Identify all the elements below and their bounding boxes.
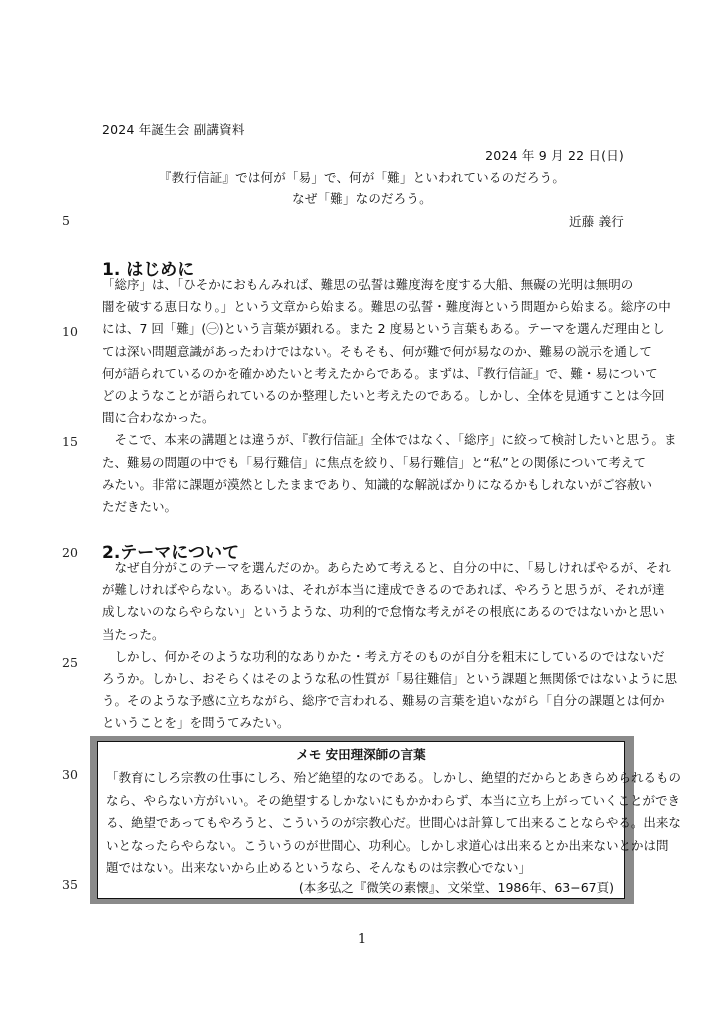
text-line: どのようなことが語られているのか整理したいと考えたのである。しかし、全体を見通すことは今回 bbox=[102, 388, 665, 404]
memo-line: 題ではない。出来ないから止めるというなら、そんなものは宗教心でない」 bbox=[106, 860, 532, 875]
line-number-5: 5 bbox=[62, 213, 70, 228]
line-number-15: 15 bbox=[62, 434, 78, 449]
section-2-heading: 2.テーマについて bbox=[102, 543, 239, 563]
memo-box-inner bbox=[97, 741, 682, 899]
memo-line: 「教育にしろ宗教の仕事にしろ、殆ど絶望的なのである。しかし、絶望的だからとあきらめられるもの bbox=[106, 770, 682, 785]
memo-box bbox=[90, 736, 682, 904]
page-number: 1 bbox=[357, 932, 367, 947]
text-line: ては深い問題意識があったわけではない。そもそも、何が難で何が易なのか、難易の説示を通して bbox=[102, 343, 652, 359]
text-line: みたい。非常に課題が漠然としたままであり、知識的な解説ばかりになるかもしれないがご容赦い bbox=[102, 476, 653, 492]
line-number-35: 35 bbox=[62, 877, 78, 892]
text-line: ただきたい。 bbox=[102, 499, 178, 515]
text-line: 成しないのならやらない」というような、功利的で怠惰な考えがその根底にあるのではないかと思い bbox=[102, 604, 665, 620]
line-number-10: 10 bbox=[62, 324, 78, 339]
title-line-2: なぜ「難」なのだろう。 bbox=[292, 191, 432, 206]
text-line: 闇を破する恵日なり。」という文章から始まる。難思の弘誓・難度海という問題から始まる。総序の中 bbox=[102, 299, 671, 315]
line-number-25: 25 bbox=[62, 655, 78, 670]
author: 近藤 義行 bbox=[569, 214, 624, 229]
header-label: 2024 年誕生会 副講資料 bbox=[102, 122, 245, 137]
line-number-20: 20 bbox=[62, 545, 78, 560]
header-date: 2024 年 9 月 22 日(日) bbox=[485, 148, 624, 163]
title-line-1: 『教行信証』では何が「易」で、何が「難」といわれているのだろう。 bbox=[158, 170, 566, 185]
text-line: う。そのような予感に立ちながら、総序で言われる、難易の言葉を追いながら「自分の課題とは何か bbox=[102, 693, 665, 709]
text-line: ということを」を問うてみたい。 bbox=[102, 715, 290, 731]
text-line: しかし、何かそのような功利的なありかた・考え方そのものが自分を粗末にしているのではないだ bbox=[102, 648, 665, 664]
memo-line: なら、やらない方がいい。その絶望するしかないにもかかわらず、本当に立ち上がっていくことができ bbox=[106, 792, 681, 808]
text-line: 「総序」は、「ひそかにおもんみれば、難思の弘誓は難度海を度する大船、無礙の光明は無明の bbox=[102, 277, 634, 292]
memo-title: メモ 安田理深師の言葉 bbox=[296, 747, 426, 762]
section-1-heading: 1. はじめに bbox=[102, 260, 195, 280]
text-line: が難しければやらない。あるいは、それが本当に達成できるのであれば、やろうと思うが、それが達 bbox=[102, 582, 665, 598]
section-1-body bbox=[102, 274, 677, 518]
memo-line: る、絶望であってもやろうと、こういうのが宗教心だ。世間心は計算して出来ることならやる。出来な bbox=[106, 815, 681, 830]
memo-citation: (本多弘之『微笑の素懐』、文栄堂、1986年、63−67頁) bbox=[298, 880, 614, 895]
line-number-30: 30 bbox=[62, 767, 78, 782]
memo-line: いとなったらやらない。こういうのが世間心、功利心。しかし求道心は出来るとか出来ないとかは問 bbox=[106, 837, 669, 853]
memo-body bbox=[106, 767, 682, 880]
text-line: そこで、本来の講題とは違うが、『教行信証』全体ではなく、「総序」に絞って検討したいと思う。ま bbox=[102, 432, 677, 448]
section-2-body bbox=[102, 557, 678, 735]
text-line: た、難易の問題の中でも「易行難信」に焦点を絞り、「易行難信」と“私”との関係について考えて bbox=[102, 454, 646, 470]
text-line: ろうか。しかし、おそらくはそのような私の性質が「易往難信」という課題と無関係ではないように思 bbox=[102, 671, 678, 687]
text-line: なぜ自分がこのテーマを選んだのか。あらためて考えると、自分の中に、「易しければやるが、それ bbox=[102, 560, 671, 575]
text-line: 何が語られているのかを確かめたいと考えたからである。まずは、『教行信証』で、難・易について bbox=[102, 365, 658, 381]
text-line: 間に合わなかった。 bbox=[102, 410, 215, 426]
text-line: には、7 回「難」(㊀)という言葉が顕れる。また 2 度易という言葉もある。テーマを選んだ理由とし bbox=[102, 321, 665, 337]
text-line: 当たった。 bbox=[102, 626, 165, 642]
